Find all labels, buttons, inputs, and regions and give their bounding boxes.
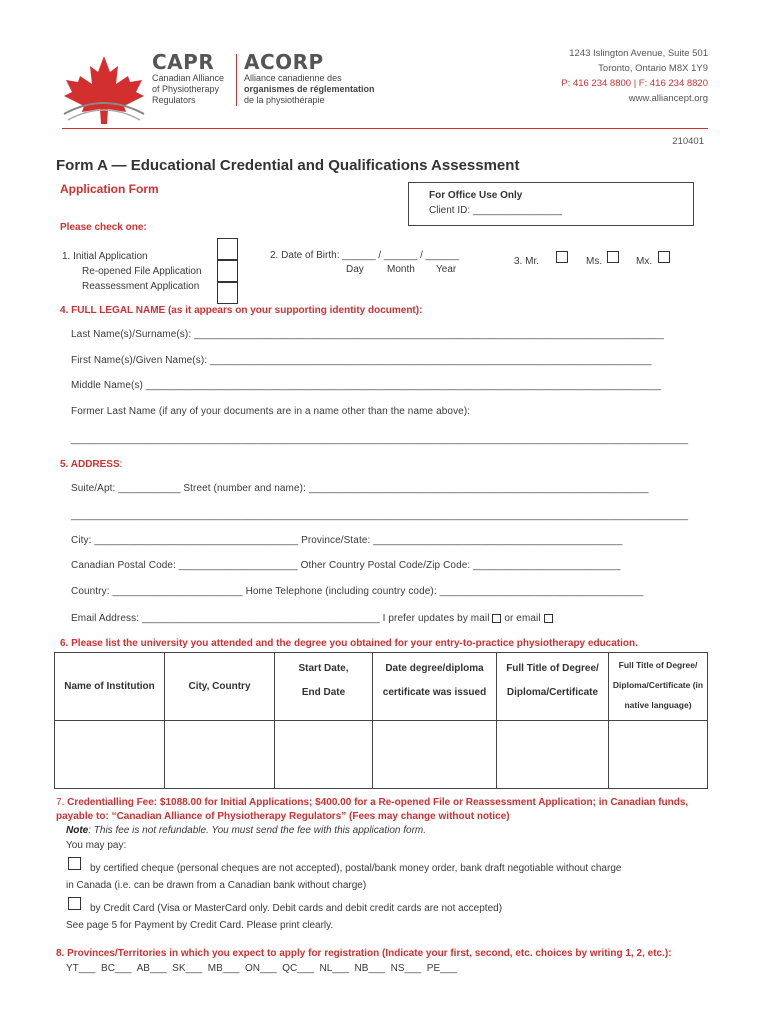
form-subtitle: Application Form [60, 182, 159, 196]
education-table [54, 652, 708, 789]
prefer-mail-checkbox[interactable] [492, 614, 501, 623]
dob-year-label: Year [436, 264, 457, 275]
dob-month-label: Month [387, 264, 415, 275]
pay-card-label-2: See page 5 for Payment by Credit Card. Please print clearly. [66, 920, 334, 931]
please-check: Please check one: [60, 222, 147, 233]
form-title: Form A — Educational Credential and Qualifications Assessment [56, 157, 520, 174]
org-name-fr: Alliance canadienne des organismes de réglementation de la physiothérapie [244, 73, 375, 105]
dob-field[interactable]: 2. Date of Birth: ______ / ______ / ______ [270, 250, 460, 261]
email-field[interactable]: Email Address: __________________________________________ I prefer updates by mail or email [71, 613, 553, 624]
logo-capr: CAPR [152, 50, 215, 74]
address-line2-field[interactable]: _____________________________________________________________________________________________________________ [71, 510, 689, 521]
title-ms-checkbox[interactable] [607, 251, 619, 263]
fee-note: Note: This fee is not refundable. You must send the fee with this application form. [66, 825, 427, 836]
app-type-checkbox-reopened[interactable] [217, 260, 238, 282]
phone-line: P: 416 234 8800 | F: 416 234 8820 [561, 78, 708, 89]
col-institution: Name of Institution [55, 653, 165, 721]
app-type-reopened: Re-opened File Application [82, 266, 202, 277]
website-link[interactable]: www.alliancept.org [628, 93, 708, 104]
address-line1: 1243 Islington Avenue, Suite 501 [569, 48, 708, 59]
office-use-box [408, 182, 694, 226]
cell-city-country[interactable] [165, 721, 275, 789]
col-degree-native: Full Title of Degree/ Diploma/Certificate (in native language) [609, 653, 708, 721]
logo [58, 52, 150, 130]
former-name-label: Former Last Name (if any of your documents are in a name other than the name above): [71, 406, 471, 417]
pay-cheque-label-2: in Canada (i.e. can be drawn from a Canadian bank without charge) [66, 880, 367, 891]
you-may-pay: You may pay: [66, 840, 127, 851]
title-mx-checkbox[interactable] [658, 251, 670, 263]
maple-leaf-icon [58, 52, 150, 130]
country-phone-field[interactable]: Country: _______________________ Home Telephone (including country code): ____________________________________ [71, 586, 644, 597]
postal-code-field[interactable]: Canadian Postal Code: _____________________ Other Country Postal Code/Zip Code: __________________________ [71, 560, 621, 571]
pay-card-label: by Credit Card (Visa or MasterCard only. Debit cards and debit credit cards are not accepted) [90, 903, 503, 914]
name-heading: 4. FULL LEGAL NAME (as it appears on your supporting identity document): [60, 305, 423, 316]
app-type-checkbox-reassessment[interactable] [217, 282, 238, 304]
title-mx-label: Mx. [636, 256, 653, 267]
education-heading: 6. Please list the university you attended and the degree you obtained for your entry-to-practice physiotherapy education. [60, 638, 638, 649]
col-degree-title: Full Title of Degree/ Diploma/Certificate [497, 653, 609, 721]
prefer-email-checkbox[interactable] [544, 614, 553, 623]
cell-dates[interactable] [275, 721, 373, 789]
col-dates: Start Date, End Date [275, 653, 373, 721]
logo-divider [236, 54, 237, 106]
cell-degree-native[interactable] [609, 721, 708, 789]
app-type-list [62, 249, 202, 294]
former-name-field[interactable]: _____________________________________________________________________________________________________________ [71, 434, 689, 445]
pay-cheque-checkbox[interactable] [68, 857, 81, 870]
provinces-list[interactable]: YT___ BC___ AB___ SK___ MB___ ON___ QC___ NL___ NB___ NS___ PE___ [66, 963, 457, 974]
fee-heading: 7. Credentialling Fee: $1088.00 for Initial Applications; $400.00 for a Re-opened File or Reassessment Application; in Canadian funds, payable to: “Canadian Alliance of Physiotherapy Regulators” (Fees may change without notice) [56, 797, 689, 822]
app-type-reassessment: Reassessment Application [82, 281, 200, 292]
provinces-heading: 8. Provinces/Territories in which you expect to apply for registration (Indicate your first, second, etc. choices by writing 1, 2, etc.): [56, 948, 672, 959]
app-type-checkbox-initial[interactable] [217, 238, 238, 260]
app-type-initial: 1. Initial Application [62, 251, 148, 262]
org-name-en: Canadian Alliance of Physiotherapy Regulators [152, 73, 225, 105]
cell-institution[interactable] [55, 721, 165, 789]
form-code: 210401 [672, 136, 704, 147]
pay-cheque-label: by certified cheque (personal cheques are not accepted), postal/bank money order, bank draft negotiable without charge [90, 863, 622, 874]
dob-day-label: Day [346, 264, 364, 275]
title-mr-label: 3. Mr. [514, 256, 540, 267]
first-name-field[interactable]: First Name(s)/Given Name(s): ______________________________________________________________________________ [71, 355, 652, 366]
contact-block [561, 46, 708, 106]
pay-card-checkbox[interactable] [68, 897, 81, 910]
client-id-field[interactable]: Client ID: ________________ [429, 205, 562, 216]
suite-street-field[interactable]: Suite/Apt: ___________ Street (number and name): ____________________________________________________________ [71, 483, 649, 494]
col-degree-date: Date degree/diploma certificate was issued [373, 653, 497, 721]
cell-degree-date[interactable] [373, 721, 497, 789]
logo-acorp: ACORP [244, 50, 324, 74]
address-heading: 5. ADDRESS: [60, 459, 123, 470]
office-use-title: For Office Use Only [429, 190, 523, 201]
middle-name-field[interactable]: Middle Name(s) ___________________________________________________________________________________________ [71, 380, 662, 391]
city-province-field[interactable]: City: ____________________________________ Province/State: ____________________________________________ [71, 535, 623, 546]
header-rule [62, 128, 708, 129]
address-line2: Toronto, Ontario M8X 1Y9 [598, 63, 708, 74]
col-city-country: City, Country [165, 653, 275, 721]
cell-degree-title[interactable] [497, 721, 609, 789]
title-mr-checkbox[interactable] [556, 251, 568, 263]
title-ms-label: Ms. [586, 256, 603, 267]
last-name-field[interactable]: Last Name(s)/Surname(s): ___________________________________________________________________________________ [71, 329, 664, 340]
